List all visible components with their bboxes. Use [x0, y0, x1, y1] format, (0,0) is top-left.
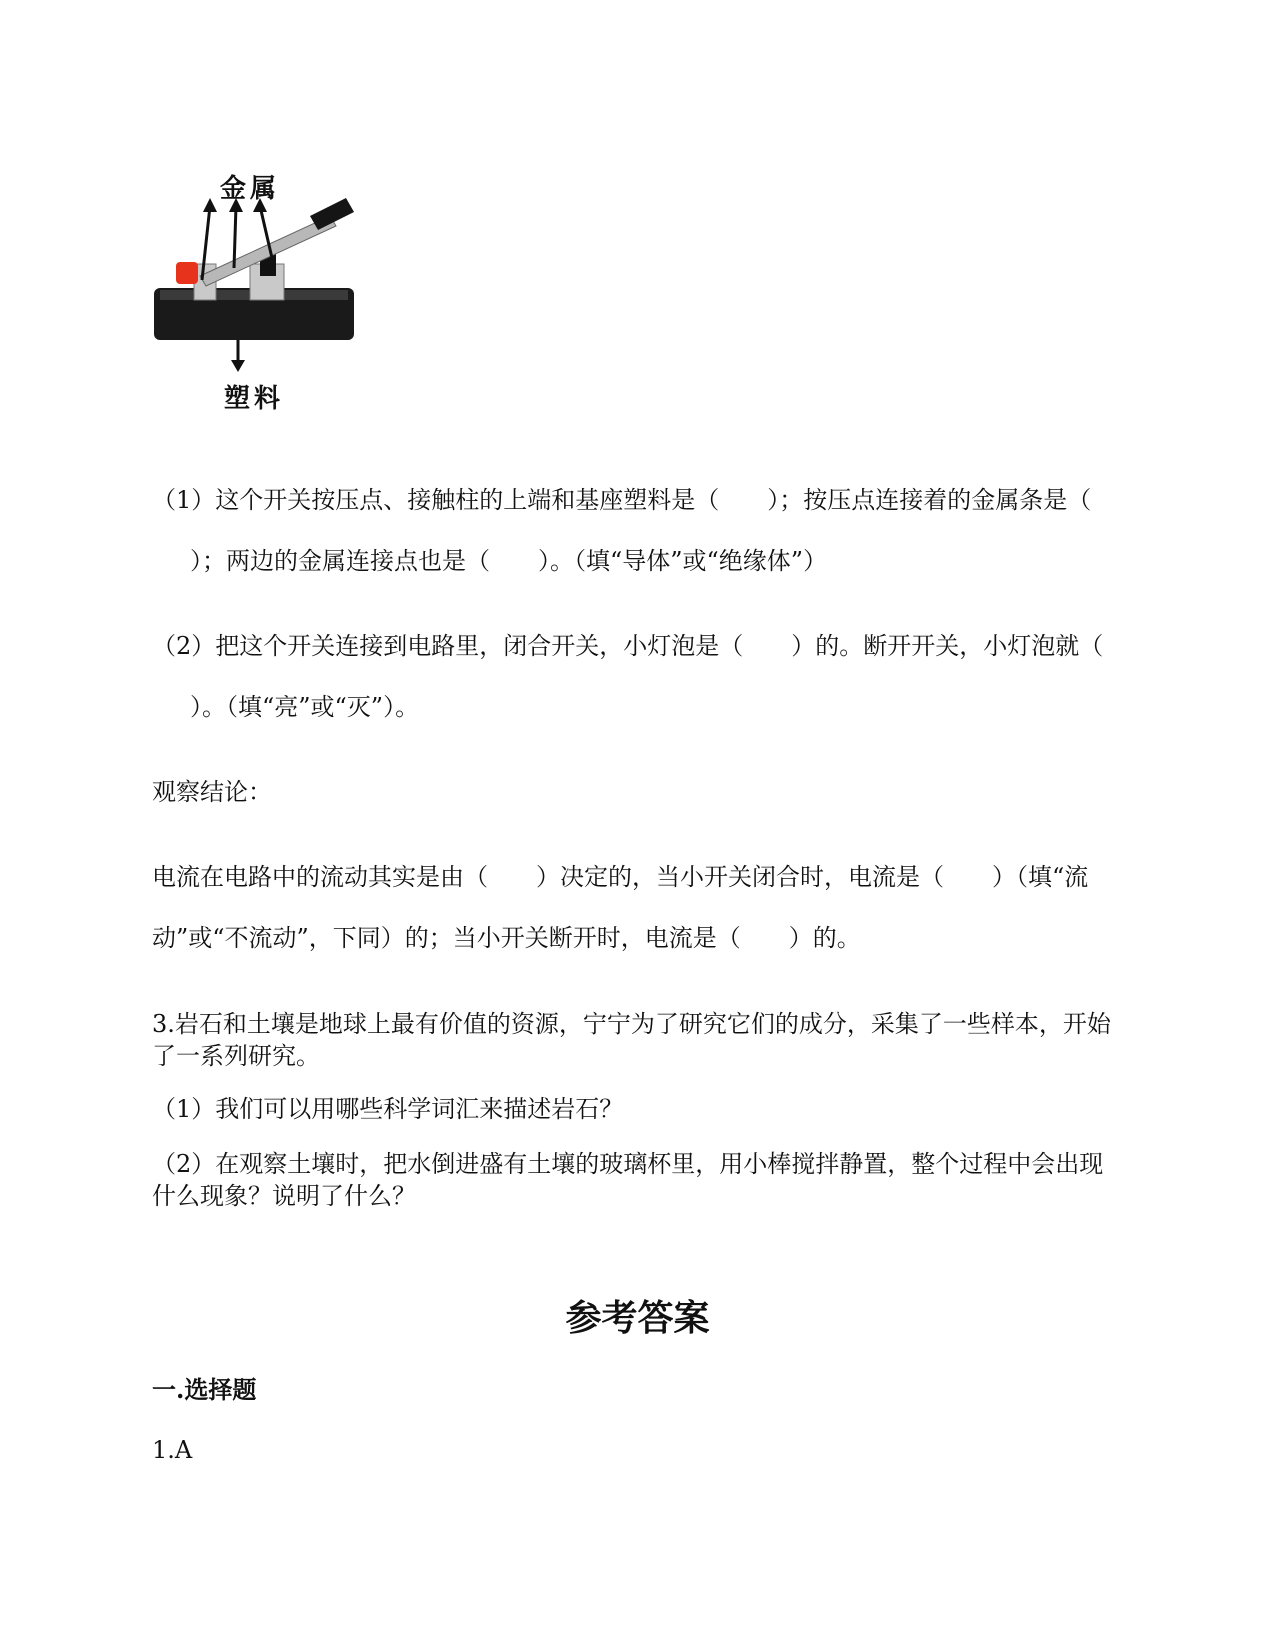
conclusion-label: 观察结论： — [152, 778, 272, 806]
question-3-sub-1: （1）我们可以用哪些科学词汇来描述岩石？ — [152, 1095, 624, 1123]
question-2-line-1: （2）把这个开关连接到电路里，闭合开关，小灯泡是（ ）的。断开开关，小灯泡就（ — [152, 632, 1104, 660]
question-1-line-2: ）；两边的金属连接点也是（ ）。（填“导体”或“绝缘体”） — [190, 547, 828, 575]
question-1-line-1: （1）这个开关按压点、接触柱的上端和基座塑料是（ ）；按压点连接着的金属条是（ — [152, 486, 1092, 514]
plastic-label: 塑料 — [224, 384, 285, 414]
switch-figure — [150, 168, 380, 433]
section-title: 一.选择题 — [152, 1375, 257, 1404]
red-terminal — [176, 262, 198, 284]
conclusion-line-2: 动”或“不流动”，下同）的；当小开关断开时，电流是（ ）的。 — [152, 924, 861, 952]
question-3-intro: 3.岩石和土壤是地球上最有价值的资源，宁宁为了研究它们的成分，采集了一些样本，开始了一系列研究。 — [152, 1010, 1111, 1070]
question-3-sub-2: （2）在观察土壤时，把水倒进盛有土壤的玻璃杯里，用小棒搅拌静置，整个过程中会出现什么现象？说明了什么？ — [152, 1150, 1104, 1210]
answer-title: 参考答案 — [565, 1297, 710, 1339]
metal-label: 金属 — [220, 174, 281, 204]
question-2-line-2: ）。（填“亮”或“灭”）。 — [190, 693, 420, 721]
conclusion-line-1: 电流在电路中的流动其实是由（ ）决定的，当小开关闭合时，电流是（ ）（填“流 — [152, 863, 1089, 891]
answer-item-1: 1.A — [152, 1436, 193, 1464]
